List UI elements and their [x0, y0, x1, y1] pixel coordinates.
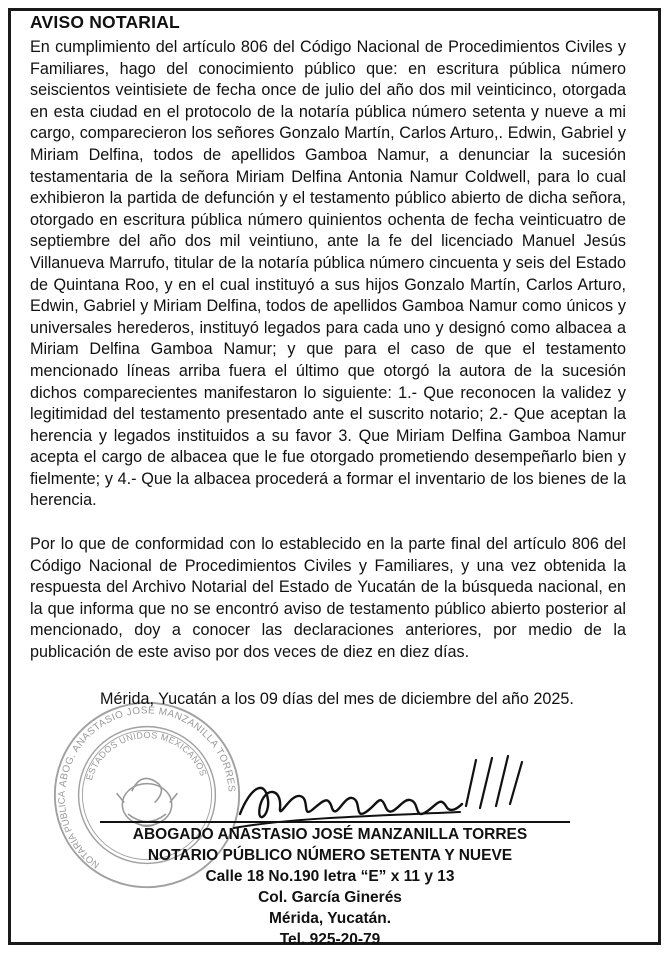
notary-name: ABOGADO ANASTASIO JOSÉ MANZANILLA TORRES	[132, 826, 528, 843]
notice-paragraph-1: En cumplimiento del artículo 806 del Código Nacional de Procedimientos Civiles y Familiares, hago del conocimiento público que: en escritura pública número seiscientos veintisiete de fecha once de julio del año dos mil veinticinco, otorgada en esta ciudad en el protocolo de la notaría pública número setenta y nueve a mi cargo, comparecieron los señores Gonzalo Martín, Carlos Arturo,. Edwin, Gabriel y Miriam Delfina, todos de apellidos Gamboa Namur, a denunciar la sucesión testamentaria de la señora Miriam Delfina Antonia Namur Coldwell, para lo cual exhibieron la partida de defunción y el testamento público abierto de dicha señora, otorgado en escritura pública número quinientos ochenta de fecha veinticuatro de septiembre del año dos mil veintiuno, ante la fe del licenciado Manuel Jesús Villanueva Marrufo, titular de la notaría pública número cincuenta y seis del Estado de Quintana Roo, y en el cual instituyó a sus hijos Gonzalo Martín, Carlos Arturo, Edwin, Gabriel y Miriam Delfina, todos de apellidos Gamboa Namur como únicos y universales herederos, instituyó legados para cada uno y designó como albacea a Miriam Delfina Gamboa Namur; y que para el caso de que el testamento mencionado líneas arriba fuera el último que otorgó la autora de la sucesión dichos comparecientes manifestaron lo siguiente: 1.- Que reconocen la validez y legitimidad del testamento presentado ante el suscrito notario; 2.- Que aceptan la herencia y legados instituidos a su favor 3. Que Miriam Delfina Gamboa Namur acepta el cargo de albacea que le fue otorgado prometiendo desempeñarlo bien y fielmente; y 4.- Que la albacea procederá a formar el inventario de los bienes de la herencia.	[30, 38, 626, 510]
seal-inner-text: ESTADOS UNIDOS MEXICANOS	[84, 729, 209, 782]
svg-text:ESTADOS UNIDOS MEXICANOS	[84, 730, 208, 781]
dateline: Mérida, Yucatán a los 09 días del mes de diciembre del año 2025.	[100, 690, 574, 708]
notice-title: AVISO NOTARIAL	[30, 12, 180, 32]
phone-number: Tel. 925-20-79	[279, 931, 381, 948]
signature-line	[100, 821, 570, 823]
seal-outer-text: ABOG. ANASTASIO JOSÉ MANZANILLA TORRES	[57, 705, 237, 793]
notice-paragraph-2: Por lo que de conformidad con lo establecido en la parte final del artículo 806 del Código Nacional de Procedimientos Civiles y Familiares, y una vez obtenida la respuesta del Archivo Notarial del Estado de Yucatán de la búsqueda nacional, en la que informa que no se encontró aviso de testamento público abierto posterior al mencionado, doy a conocer las declaraciones anteriores, por medio de la publicación de este aviso por dos veces de diez en diez días.	[30, 535, 626, 661]
eagle-emblem-icon	[117, 778, 178, 826]
seal-left-text: NOTARIA PÚBLICA	[56, 790, 102, 871]
address-line-2: Col. García Ginerés	[258, 889, 402, 906]
notary-position: NOTARIO PÚBLICO NÚMERO SETENTA Y NUEVE	[147, 847, 513, 864]
address-line-1: Calle 18 No.190 letra “E” x 11 y 13	[205, 868, 455, 885]
address-line-3: Mérida, Yucatán.	[268, 910, 392, 927]
